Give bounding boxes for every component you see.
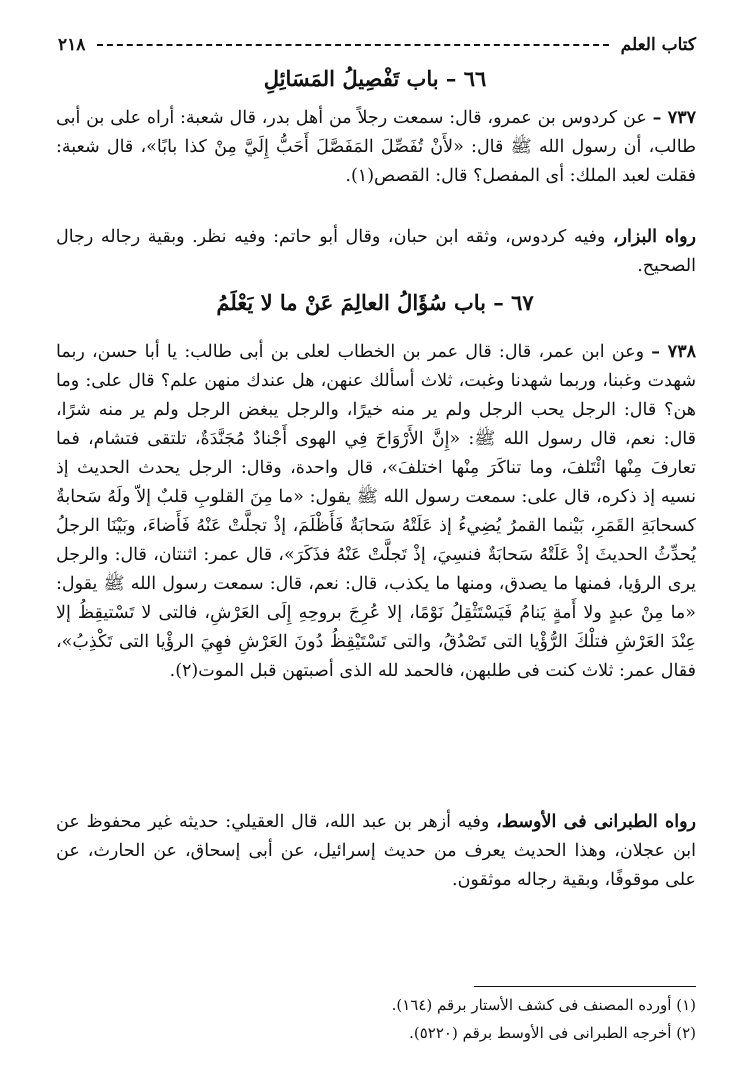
section-title-66: ٦٦ – باب تَفْصِيلُ المَسَائِلِ (263, 66, 487, 91)
book-title: كتاب العلم (620, 35, 696, 55)
commentary-738 (56, 808, 696, 895)
hadith-737 (56, 104, 696, 191)
narrator-source: رواه البزار، (612, 227, 696, 247)
hadith-number: ٧٣٧ – (652, 108, 696, 128)
commentary-text: وفيه كردوس، وثقه ابن حبان، وقال أبو حاتم: وفيه نظر. وبقية رجاله رجال الصحيح. (56, 227, 696, 276)
section-title-67: ٦٧ – باب سُؤَالُ العالِمَ عَنْ ما لا يَعْلَمُ (216, 290, 534, 315)
hadith-text: عن كردوس بن عمرو، قال: سمعت رجلاً من أهل بدر، قال شعبة: أراه على بن أبى طالب، أن رسول الله ﷺ قال: «لأَنْ تُفَصِّلَ المَفَصَّلَ أَحَبُّ إِلَيَّ مِنْ كذا بابًا»، قال شعبة: فقلت لعبد الملك: أى المفصل؟ قال: القصص(١). (56, 108, 696, 186)
page-header (58, 30, 696, 60)
header-rule (97, 44, 608, 46)
commentary-737 (56, 223, 696, 281)
hadith-738 (56, 338, 696, 686)
footnote-rule (474, 986, 696, 987)
commentary-text: وفيه أزهر بن عبد الله، قال العقيلي: حديثه غير محفوظ عن ابن عجلان، وهذا الحديث يعرف من حديث إسرائيل، عن أبى إسحاق، عن الحارث، عن على موقوفًا، وبقية رجاله موثقون. (56, 812, 696, 890)
page-number: ٢١٨ (58, 35, 86, 55)
footnote-2: (٢) أخرجه الطبرانى فى الأوسط برقم (٥٢٢٠). (409, 1024, 696, 1042)
footnote-1: (١) أورده المصنف فى كشف الأستار برقم (١٦٤). (391, 996, 696, 1014)
hadith-text: وعن ابن عمر، قال: قال عمر بن الخطاب لعلى بن أبى طالب: يا أبا حسن، ربما شهدت وغبنا، وربما شهدنا وغبت، ثلاث أسألك عنهن، هل عندك منهن علم؟ قال على: وما هن؟ قال: الرجل يحب الرجل ولم ير منه خيرًا، والرجل يبغض الرجل ولم ير منه شرًا، قال: نعم، قال رسول الله ﷺ: «إِنَّ الأَرْوَاحَ فِي الهوى أَجْنادٌ مُجَنَّدَةٌ، تلتقى فتشام، فما تعارفَ مِنْها ائْتَلفَ، وما تناكَرَ مِنْها اختلفَ»، قال واحدة، وقال: الرجل يحدث الحديث إذ نسيه إذ ذكره، قال على: سمعت رسول الله ﷺ يقول: «ما مِنَ القلوبِ قلبٌ إلاّ ولَهُ سَحابةٌ كسحابَةِ القَمَرِ، بَيْنما القمرُ يُضِيءُ إذ عَلَتْهُ سَحابَةٌ فَأَظْلَمَ، إذْ تجلَّتْ عَنْهُ فَأَضاءَ، وبَيْنَا الرجلُ يُحدِّثُ الحديثَ إذْ عَلَتْهُ سَحابَةٌ فنسِيَ، إذْ تَجلَّتْ عَنْهُ فذَكَرَ»، قال عمر: اثنتان، قال: والرجل يرى الرؤيا، فمنها ما يصدق، ومنها ما يكذب، قال: نعم، قال: سمعت رسول الله ﷺ يقول: «ما مِنْ عبدٍ ولا أَمةٍ يَنامُ فَيَسْتَثْقِلُ نَوْمًا، إلا عُرِجَ بروحِهِ إِلَى العَرْشِ، فالتى لا تَسْتيقِظُ إلا عِنْدَ العَرْشِ فتلْكَ الرُّؤْيا التى تَصْدُقُ، والتى تَسْتَيْقِظُ دُونَ العَرْشِ فهِيَ الرؤْيا التى تَكْذِبُ»، فقال عمر: ثلاث كنت فى طلبهن، فالحمد لله الذى أصبتهن قبل الموت(٢). (56, 342, 696, 681)
hadith-number: ٧٣٨ – (651, 342, 696, 362)
narrator-source: رواه الطبرانى فى الأوسط، (496, 812, 696, 832)
